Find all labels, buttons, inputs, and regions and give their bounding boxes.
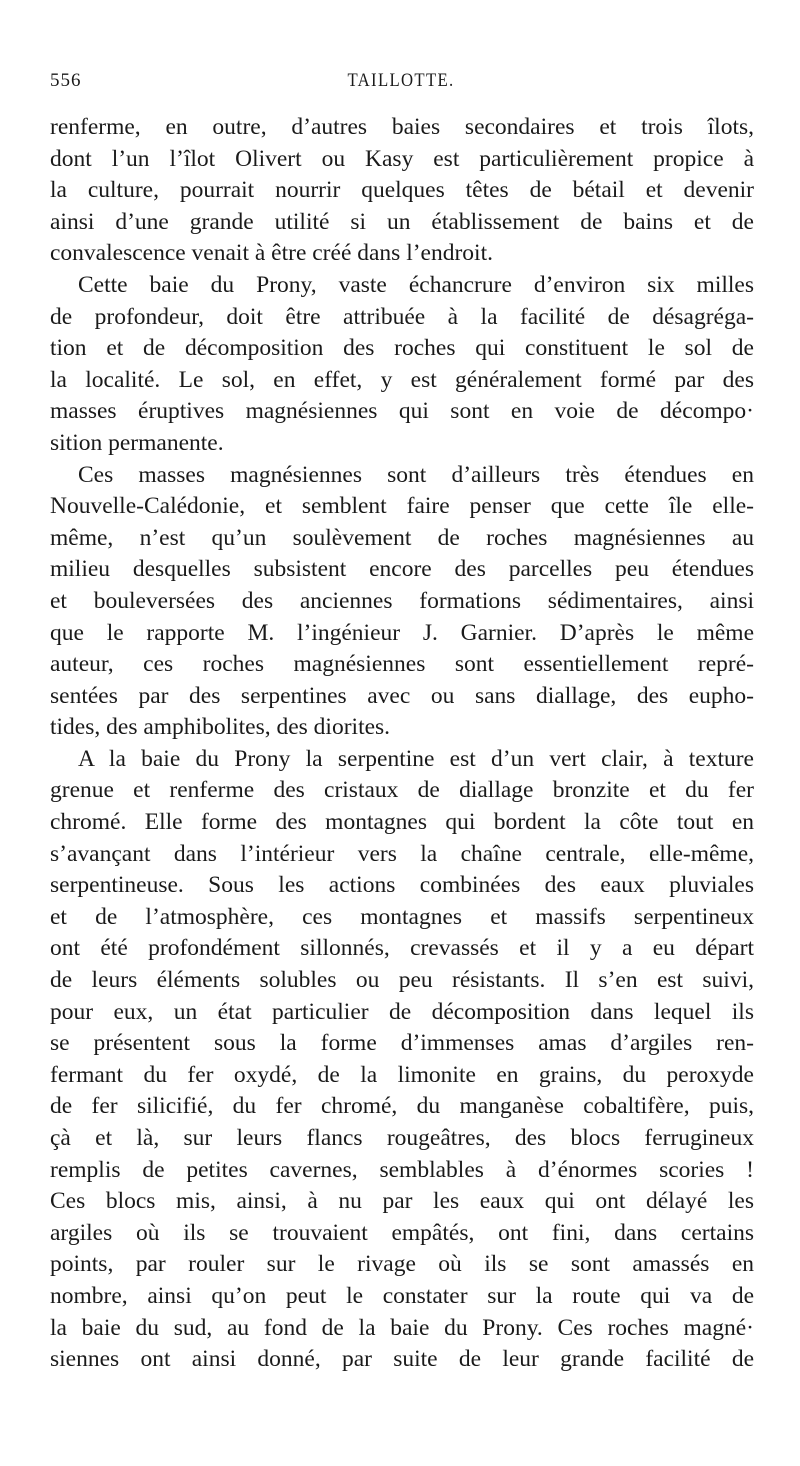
text-line: de profondeur, doit être attribuée à la facilité de désagréga- — [50, 303, 754, 330]
text-line: auteur, ces roches magnésiennes sont essentiellement repré- — [50, 651, 754, 678]
text-line: convalescence venait à être créé dans l’endroit. — [50, 240, 493, 267]
text-line: ont été profondément sillonnés, crevassés et il y a eu départ — [50, 935, 754, 962]
text-line: argiles où ils se trouvaient empâtés, ont fini, dans certains — [50, 1219, 754, 1246]
text-line: s’avançant dans l’intérieur vers la chaîne centrale, elle-même, — [50, 840, 754, 867]
text-line: la baie du sud, au fond de la baie du Prony. Ces roches magné· — [50, 1314, 754, 1341]
text-line: A la baie du Prony la serpentine est d’un vert clair, à texture — [78, 745, 754, 772]
text-line: serpentineuse. Sous les actions combinées des eaux pluviales — [50, 872, 754, 899]
text-line: renferme, en outre, d’autres baies secondaires et trois îlots, — [50, 114, 754, 140]
text-line: la localité. Le sol, en effet, y est généralement formé par des — [50, 366, 754, 393]
text-line: çà et là, sur leurs flancs rougeâtres, des blocs ferrugineux — [50, 1125, 754, 1151]
body-text — [50, 112, 754, 1376]
text-line: Ces blocs mis, ainsi, à nu par les eaux qui ont délayé les — [50, 1188, 754, 1215]
text-line: Cette baie du Prony, vaste échancrure d’environ six milles — [78, 271, 754, 298]
text-line: ainsi d’une grande utilité si un établissement de bains et de — [50, 208, 754, 235]
text-line: siennes ont ainsi donné, par suite de leur grande facilité de — [50, 1346, 754, 1373]
text-line: sentées par des serpentines avec ou sans diallage, des eupho- — [50, 682, 754, 709]
text-line: se présentent sous la forme d’immenses amas d’argiles ren- — [50, 1030, 754, 1057]
page-header — [50, 70, 752, 100]
text-line: sition permanente. — [50, 429, 224, 456]
text-line: de fer silicifié, du fer chromé, du manganèse cobaltifère, puis, — [50, 1093, 754, 1120]
running-title: TAILLOTTE. — [347, 70, 455, 91]
text-line: et bouleversées des anciennes formations sédimentaires, ainsi — [50, 587, 754, 614]
text-line: milieu desquelles subsistent encore des parcelles peu étendues — [50, 556, 754, 583]
text-line: dont l’un l’îlot Olivert ou Kasy est particulièrement propice à — [50, 145, 754, 172]
text-line: Nouvelle-Calédonie, et semblent faire penser que cette île elle- — [50, 493, 754, 520]
text-line: grenue et renferme des cristaux de diallage bronzite et du fer — [50, 777, 754, 804]
text-line: de leurs éléments solubles ou peu résistants. Il s’en est suivi, — [50, 967, 754, 994]
text-line: points, par rouler sur le rivage où ils se sont amassés en — [50, 1251, 754, 1278]
text-line: même, n’est qu’un soulèvement de roches magnésiennes au — [50, 524, 754, 551]
text-line: Ces masses magnésiennes sont d’ailleurs très étendues en — [78, 461, 754, 488]
text-line: remplis de petites cavernes, semblables à d’énormes scories ! — [50, 1156, 754, 1183]
text-line: la culture, pourrait nourrir quelques têtes de bétail et devenir — [50, 177, 754, 204]
text-line: pour eux, un état particulier de décomposition dans lequel ils — [50, 998, 754, 1025]
text-line: et de l’atmosphère, ces montagnes et massifs serpentineux — [50, 903, 754, 930]
text-line: masses éruptives magnésiennes qui sont en voie de décompo· — [50, 398, 754, 425]
text-line: chromé. Elle forme des montagnes qui bordent la côte tout en — [50, 809, 754, 836]
text-line: tion et de décomposition des roches qui constituent le sol de — [50, 335, 754, 362]
text-line: tides, des amphibolites, des diorites. — [50, 714, 391, 741]
text-line: nombre, ainsi qu’on peut le constater sur la route qui va de — [50, 1282, 754, 1309]
page-number: 556 — [50, 70, 82, 91]
text-line: fermant du fer oxydé, de la limonite en grains, du peroxyde — [50, 1061, 754, 1088]
text-line: que le rapporte M. l’ingénieur J. Garnier. D’après le même — [50, 619, 754, 646]
